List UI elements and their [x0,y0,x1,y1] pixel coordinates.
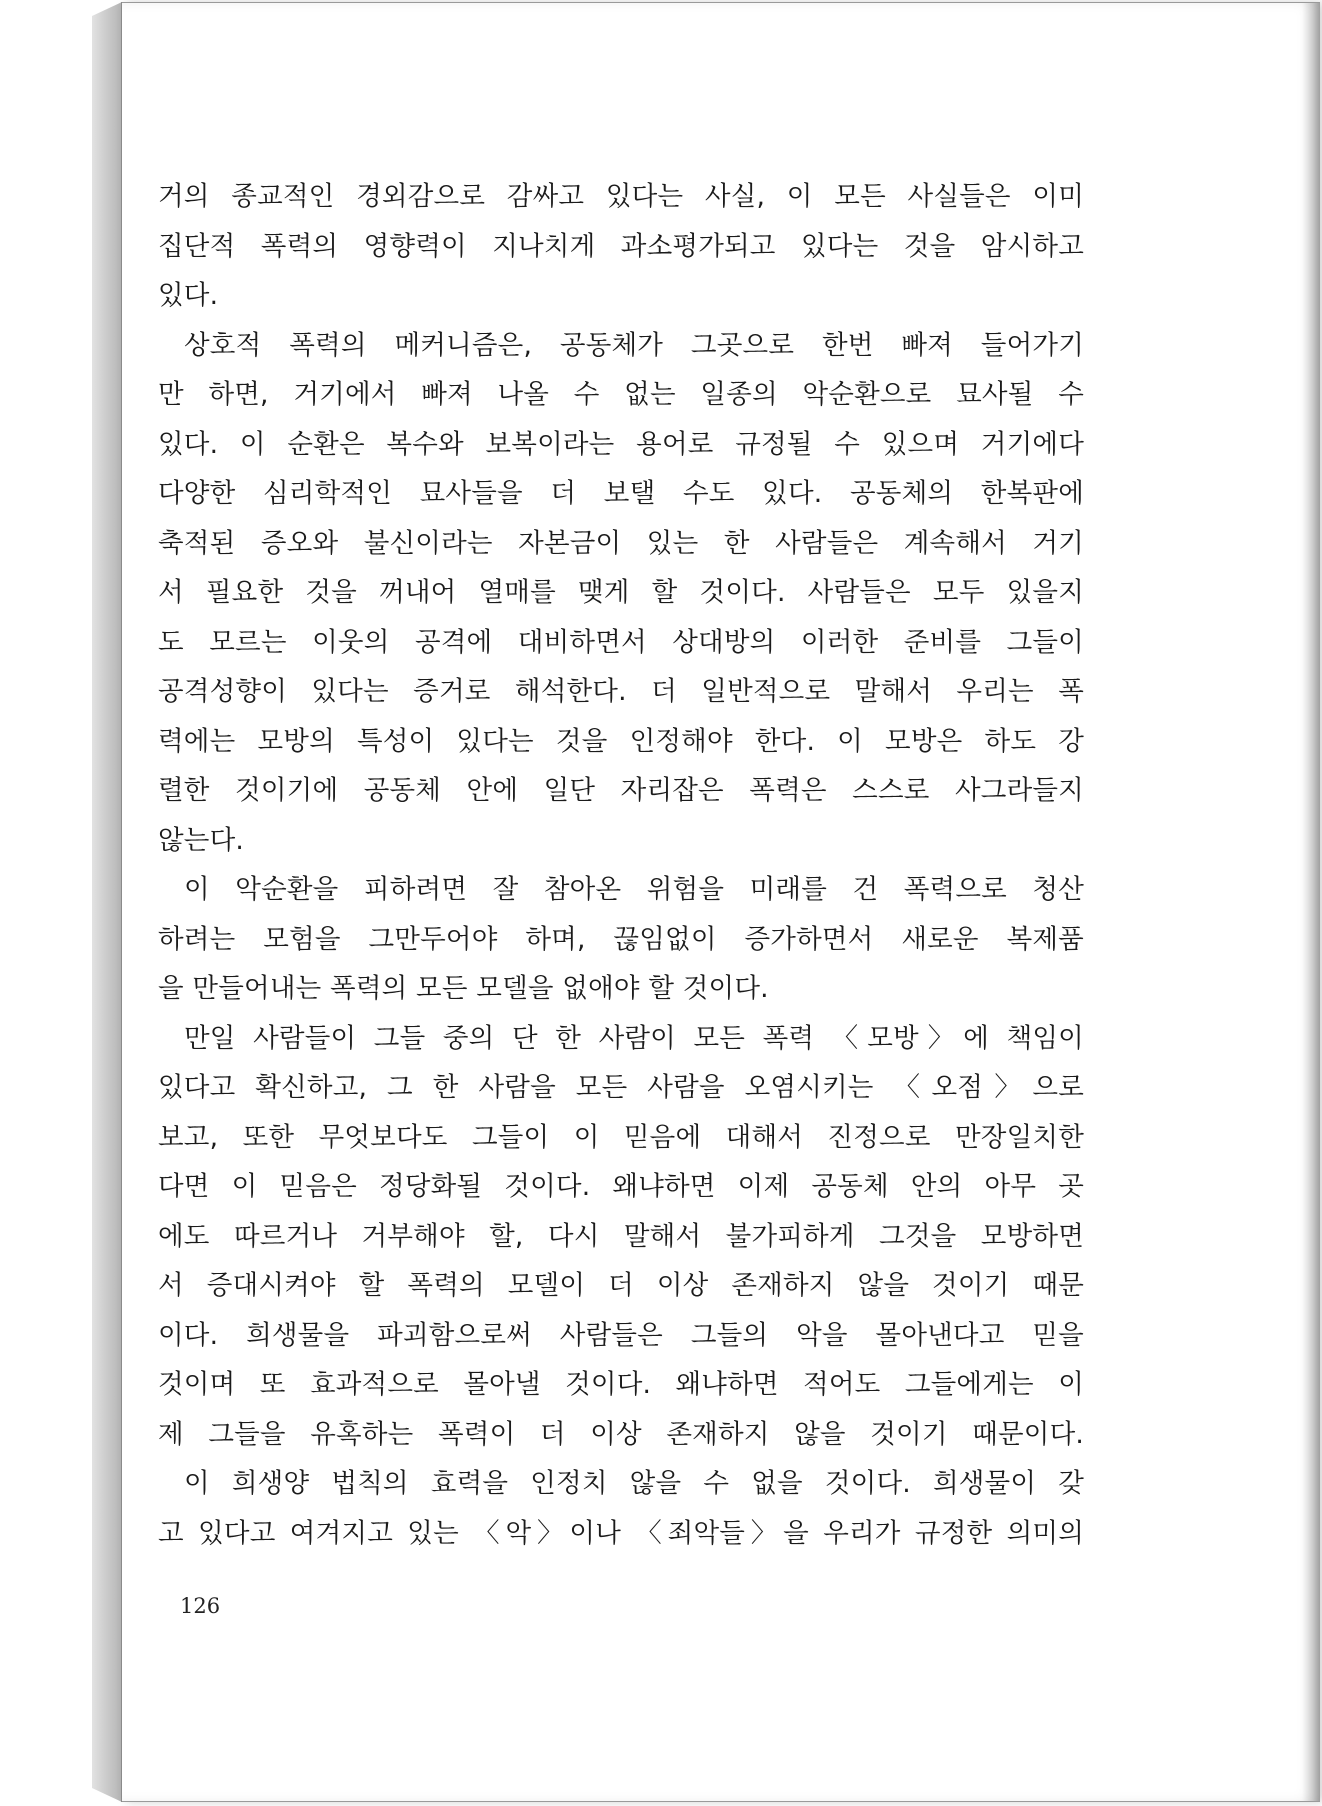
text-line: 있다. 이 순환은 복수와 보복이라는 용어로 규정될 수 있으며 거기에다 [158,428,1084,460]
text-line: 상호적 폭력의 메커니즘은, 공동체가 그곳으로 한번 빠져 들어가기 [184,329,1084,361]
text-line: 에도 따르거나 거부해야 할, 다시 말해서 불가피하게 그것을 모방하면 [158,1220,1084,1252]
text-line: 이 희생양 법칙의 효력을 인정치 않을 수 없을 것이다. 희생물이 갖 [184,1468,1084,1499]
text-line: 이다. 희생물을 파괴함으로써 사람들은 그들의 악을 몰아낸다고 믿을 [158,1319,1084,1351]
text-line: 도 모르는 이웃의 공격에 대비하면서 상대방의 이러한 준비를 그들이 [158,626,1084,658]
text-line: 하려는 모험을 그만두어야 하며, 끊임없이 증가하면서 새로운 복제품 [158,923,1084,955]
text-line: 다면 이 믿음은 정당화될 것이다. 왜냐하면 이제 공동체 안의 아무 곳 [158,1171,1084,1202]
text-line: 있다고 확신하고, 그 한 사람을 모든 사람을 오염시키는 〈오점〉으로 [158,1072,1084,1103]
text-line: 서 필요한 것을 꺼내어 열매를 맺게 할 것이다. 사람들은 모두 있을지 [158,577,1084,608]
page-number: 126 [180,1594,221,1618]
text-line: 만 하면, 거기에서 빠져 나올 수 없는 일종의 악순환으로 묘사될 수 [158,379,1084,410]
text-line: 않는다. [158,824,245,856]
text-line: 거의 종교적인 경외감으로 감싸고 있다는 사실, 이 모든 사실들은 이미 [158,181,1084,212]
text-line: 것이며 또 효과적으로 몰아낼 것이다. 왜냐하면 적어도 그들에게는 이 [158,1369,1084,1400]
text-line: 서 증대시켜야 할 폭력의 모델이 더 이상 존재하지 않을 것이기 때문 [158,1270,1084,1301]
text-line: 력에는 모방의 특성이 있다는 것을 인정해야 한다. 이 모방은 하도 강 [158,725,1084,757]
text-line: 다양한 심리학적인 묘사들을 더 보탤 수도 있다. 공동체의 한복판에 [158,478,1084,509]
text-line: 집단적 폭력의 영향력이 지나치게 과소평가되고 있다는 것을 암시하고 [158,230,1084,262]
text-line: 제 그들을 유혹하는 폭력이 더 이상 존재하지 않을 것이기 때문이다. [158,1418,1084,1450]
text-line: 있다. [158,280,219,311]
text-line: 축적된 증오와 불신이라는 자본금이 있는 한 사람들은 계속해서 거기 [158,527,1084,559]
book-spine-edge [92,2,122,1802]
text-line: 공격성향이 있다는 증거로 해석한다. 더 일반적으로 말해서 우리는 폭 [158,676,1084,707]
text-line: 렬한 것이기에 공동체 안에 일단 자리잡은 폭력은 스스로 사그라들지 [158,775,1084,806]
text-line: 이 악순환을 피하려면 잘 참아온 위험을 미래를 건 폭력으로 청산 [184,874,1084,905]
text-line: 만일 사람들이 그들 중의 단 한 사람이 모든 폭력 〈모방〉에 책임이 [184,1022,1084,1054]
page-edge-shadow [1302,3,1320,1801]
body-text [158,172,1084,1558]
text-line: 을 만들어내는 폭력의 모든 모델을 없애야 할 것이다. [158,973,769,1004]
text-line: 보고, 또한 무엇보다도 그들이 이 믿음에 대해서 진정으로 만장일치한 [158,1121,1084,1153]
text-line: 고 있다고 여겨지고 있는 〈악〉이나 〈죄악들〉을 우리가 규정한 의미의 [158,1517,1084,1549]
